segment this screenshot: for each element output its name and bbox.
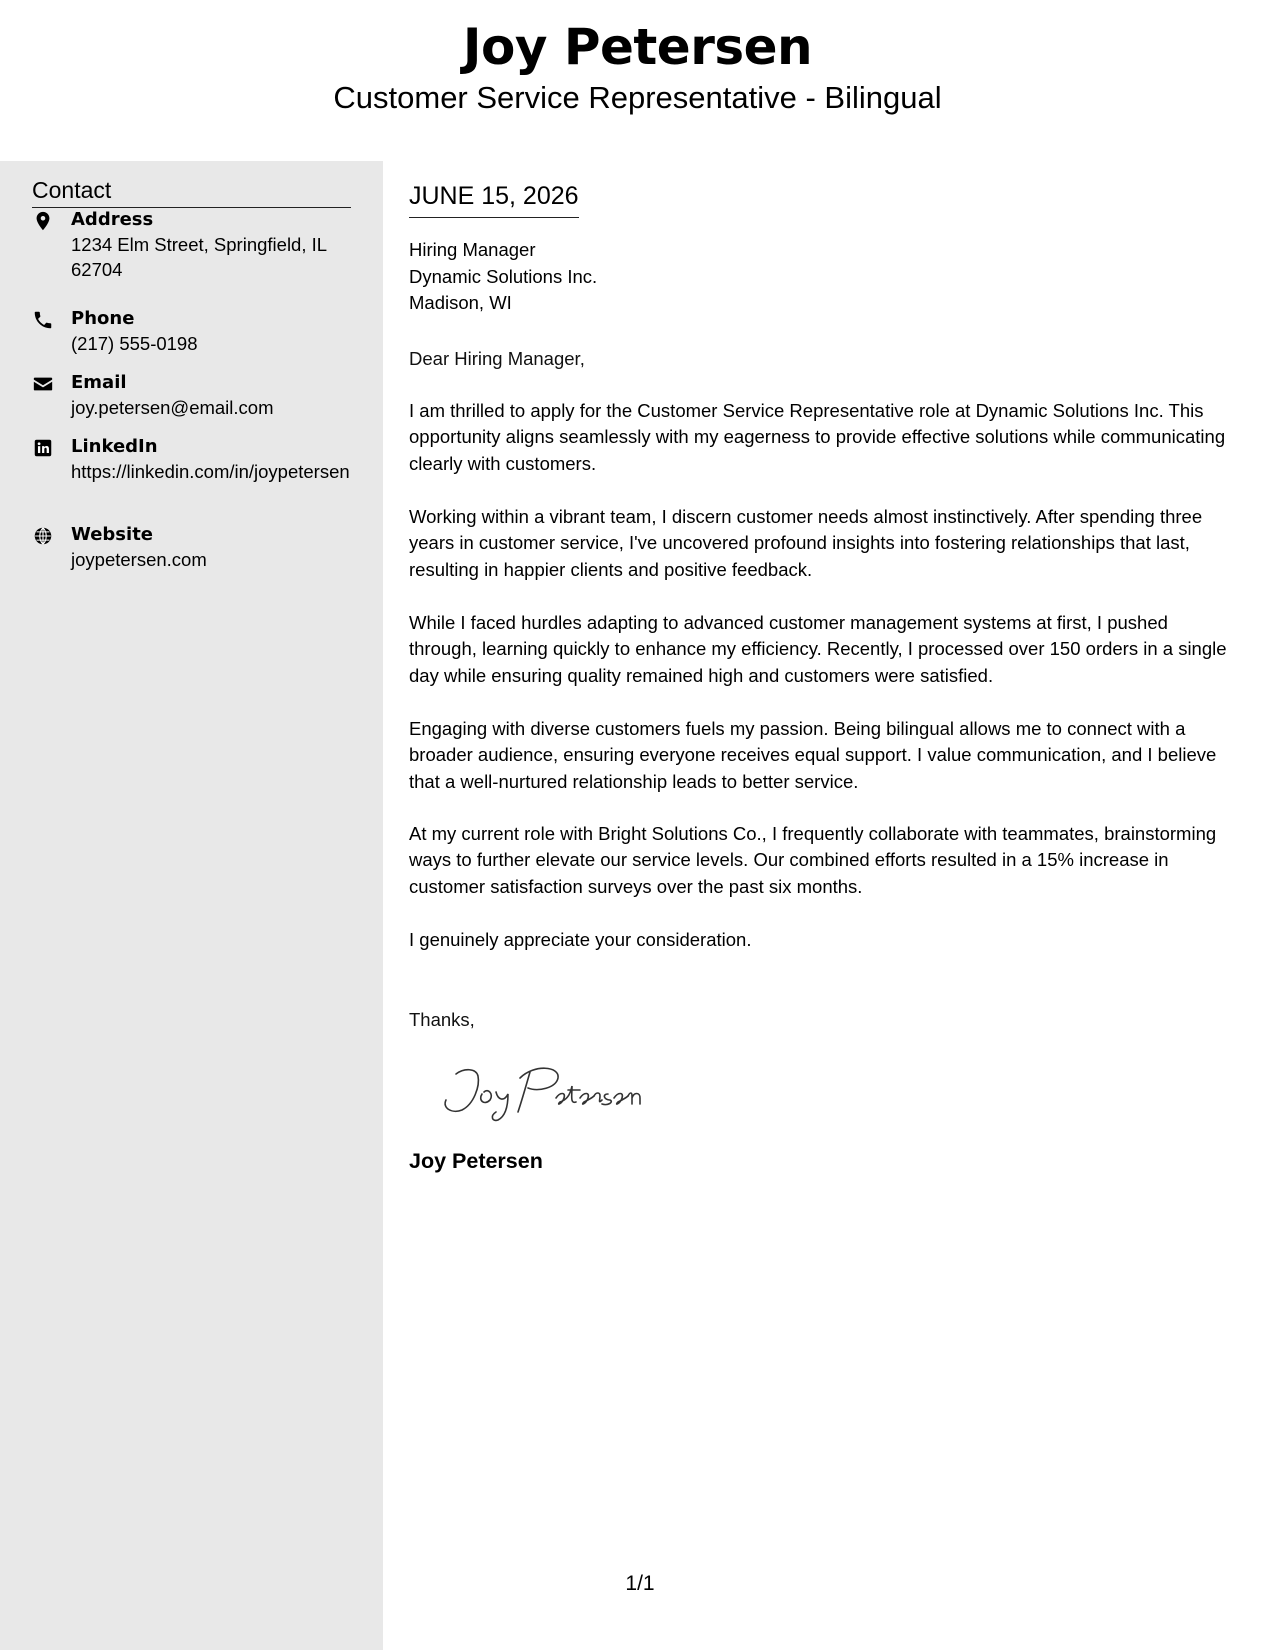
phone-value: (217) 555-0198	[71, 333, 198, 354]
address-label: Address	[71, 209, 154, 230]
closing: Thanks,	[409, 1009, 475, 1030]
letter-date: JUNE 15, 2026	[409, 181, 579, 218]
email-label: Email	[71, 372, 127, 393]
body-paragraph: I am thrilled to apply for the Customer Service Representative role at Dynamic Solutions Inc. This opportunity aligns seamlessly with my eagerness to provide effective solutions while communicating clearly with customers.	[409, 400, 1226, 474]
website-value[interactable]: joypetersen.com	[71, 549, 207, 570]
linkedin-label: LinkedIn	[71, 436, 158, 457]
contact-sidebar	[0, 161, 383, 1650]
envelope-icon	[32, 373, 54, 395]
page-number: 1/1	[625, 1572, 655, 1595]
applicant-role: Customer Service Representative - Bilingual	[333, 80, 942, 115]
recipient-line: Dynamic Solutions Inc.	[409, 265, 598, 287]
body-paragraph: Working within a vibrant team, I discern customer needs almost instinctively. After spending three years in customer service, I've uncovered profound insights into fostering relationships that last, resulting in happier clients and positive feedback.	[409, 506, 1203, 580]
applicant-name: Joy Petersen	[462, 18, 813, 76]
phone-icon	[32, 309, 54, 331]
website-label: Website	[71, 524, 154, 545]
recipient-block	[409, 237, 597, 317]
recipient-line: Madison, WI	[409, 292, 512, 313]
recipient-line: Hiring Manager	[409, 239, 536, 260]
contact-heading: Contact	[32, 176, 351, 208]
salutation: Dear Hiring Manager,	[409, 348, 585, 369]
phone-label: Phone	[71, 308, 135, 329]
map-pin-icon	[32, 210, 54, 232]
globe-icon	[32, 525, 54, 547]
letter-header	[0, 0, 1275, 161]
linkedin-icon	[32, 437, 54, 459]
body-paragraph: At my current role with Bright Solutions Co., I frequently collaborate with teammates, brainstorming ways to further elevate our service levels. Our combined efforts resulted in a 15% increase in customer satisfaction surveys over the past six months.	[409, 823, 1217, 897]
address-value: 1234 Elm Street, Springfield, IL 62704	[71, 234, 327, 280]
signed-name: Joy Petersen	[409, 1149, 543, 1173]
body-paragraph: While I faced hurdles adapting to advanced customer management systems at first, I pushed through, learning quickly to enhance my efficiency. Recently, I processed over 150 orders in a single day while ensuring quality remained high and customers were satisfied.	[409, 612, 1227, 686]
handwritten-signature	[434, 1056, 654, 1126]
body-paragraph: Engaging with diverse customers fuels my passion. Being bilingual allows me to connect with a broader audience, ensuring everyone receives equal support. I value communication, and I believe that a well-nurtured relationship leads to better service.	[409, 718, 1217, 792]
body-paragraph: I genuinely appreciate your consideration.	[409, 929, 752, 950]
linkedin-value[interactable]: https://linkedin.com/in/joypetersen	[71, 461, 350, 482]
email-value[interactable]: joy.petersen@email.com	[71, 397, 274, 418]
